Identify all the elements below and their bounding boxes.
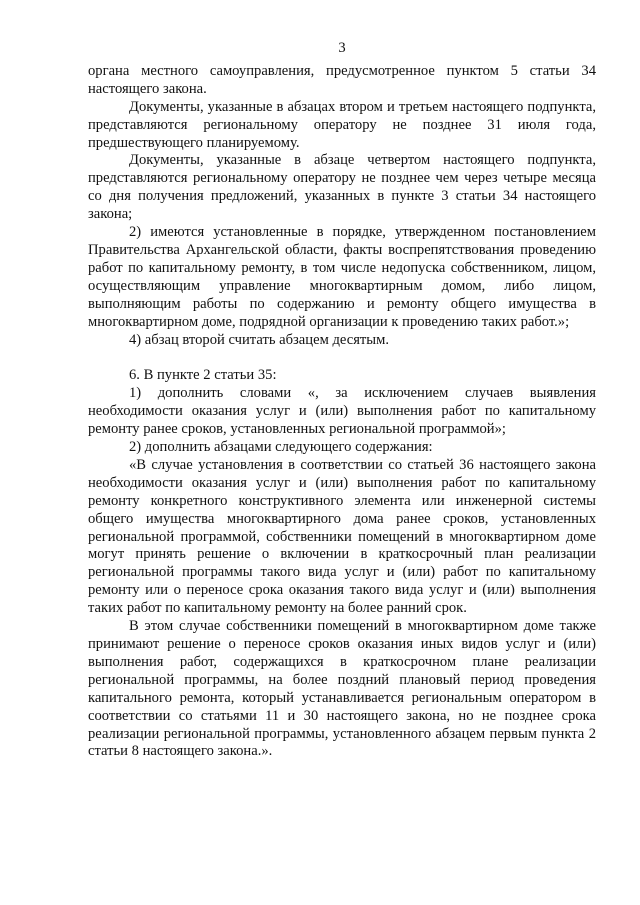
paragraph-8: 2) дополнить абзацами следующего содержания: [129, 439, 433, 456]
paragraph-10: В этом случае собственники помещений в многоквартирном доме также принимают решение о переносе сроков оказания иных видов услуг и (или) выполнения работ, содержащихся в краткосрочном плане реализации региональной программы, на более поздний плановый период проведения капитального ремонта, который устанавливается региональным оператором в соответствии со статьями 11 и 30 настоящего закона, но не позднее срока реализации региональной программы, установленного абзацем первым пункта 2 статьи 8 настоящего закона.». [88, 618, 596, 760]
document-page [88, 40, 596, 761]
paragraph-2: Документы, указанные в абзацах втором и третьем настоящего подпункта, представляются региональному оператору не позднее 31 июля года, предшествующего планируемому. [88, 98, 596, 151]
section-gap [88, 349, 596, 367]
paragraph-5: 4) абзац второй считать абзацем десятым. [129, 331, 389, 348]
paragraph-1: органа местного самоуправления, предусмотренное пунктом 5 статьи 34 настоящего закона. [88, 62, 596, 97]
page-number: 3 [338, 40, 346, 56]
paragraph-7: 1) дополнить словами «, за исключением случаев выявления необходимости оказания услуг и (или) выполнения работ по капитальному ремонту ранее сроков, установленных региональной программой»; [88, 385, 596, 438]
paragraph-6: 6. В пункте 2 статьи 35: [129, 367, 277, 384]
paragraph-3: Документы, указанные в абзаце четвертом настоящего подпункта, представляются региональному оператору не позднее чем через четыре месяца со дня получения предложений, указанных в пункте 3 статьи 34 настоящего закона; [88, 152, 596, 223]
paragraph-4: 2) имеются установленные в порядке, утвержденном постановлением Правительства Архангельской области, факты воспрепятствования проведению работ по капитальному ремонту, в том числе недопуска собственником, лицом, осуществляющим управление многоквартирным домом, либо лицом, выполняющим работы по содержанию и ремонту общего имущества в многоквартирном доме, подрядной организации к проведению таких работ.»; [88, 224, 596, 330]
paragraph-9: «В случае установления в соответствии со статьей 36 настоящего закона необходимости оказания услуг и (или) выполнения работ по капитальному ремонту конкретного конструктивного элемента или инженерной системы общего имущества многоквартирного дома ранее сроков, установленных региональной программой, собственники помещений в многоквартирном доме могут принять решение о включении в краткосрочный план реализации региональной программы такого вида услуг и (или) работ по капитальному ремонту или о переносе срока оказания такого вида услуг и (или) выполнения таких работ по капитальному ремонту на более ранний срок. [88, 456, 596, 617]
